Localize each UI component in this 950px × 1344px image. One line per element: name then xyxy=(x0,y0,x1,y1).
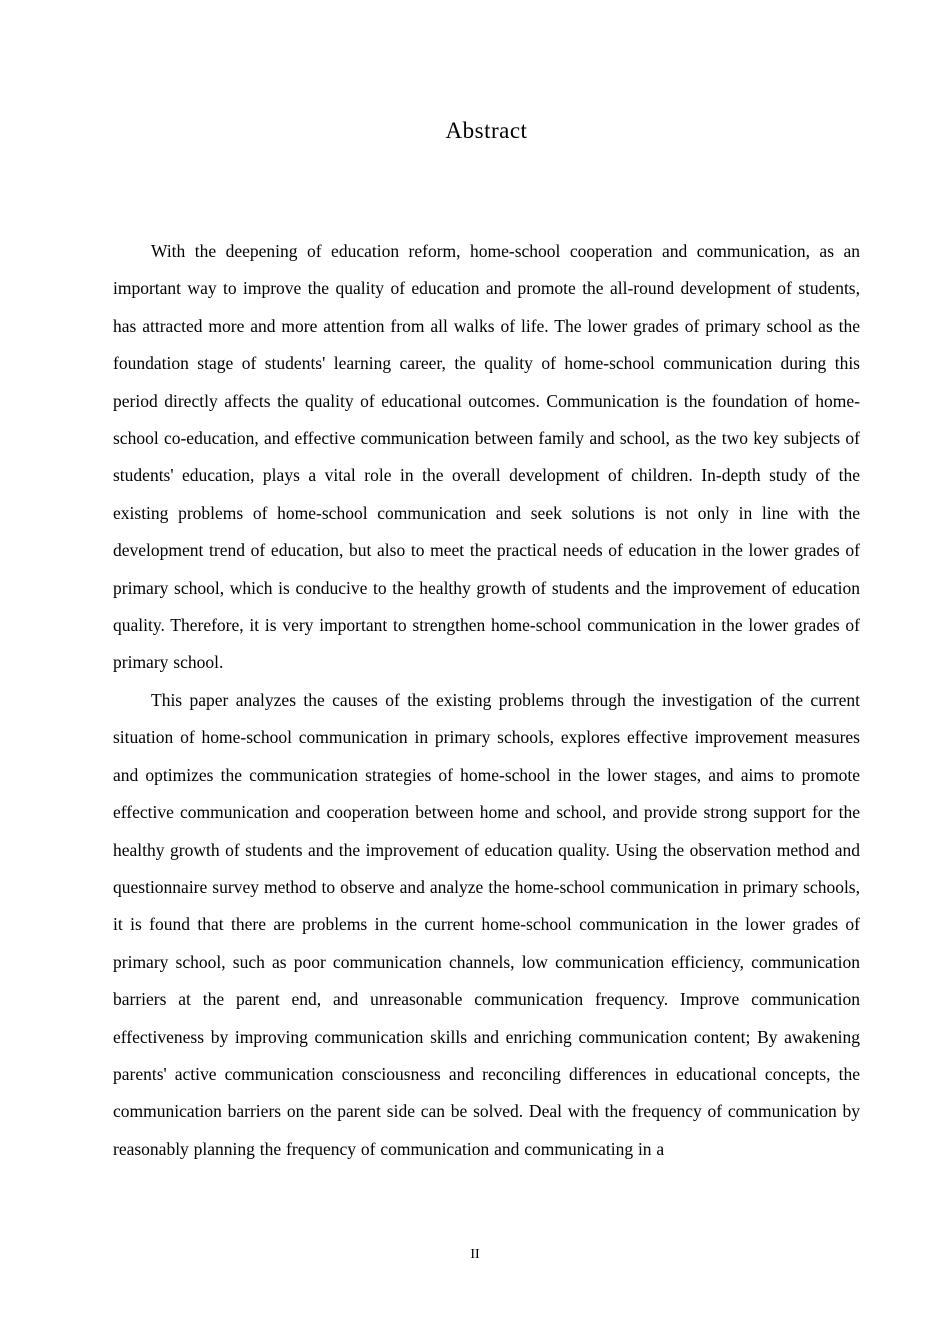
abstract-paragraph-1: With the deepening of education reform, home-school cooperation and communication, as an important way to improve the quality of education and promote the all-round development of students, has attracted more and more attention from all walks of life. The lower grades of primary school as the foundation stage of students' learning career, the quality of home-school communication during this period directly affects the quality of educational outcomes. Communication is the foundation of home-school co-education, and effective communication between family and school, as the two key subjects of students' education, plays a vital role in the overall development of children. In-depth study of the existing problems of home-school communication and seek solutions is not only in line with the development trend of education, but also to meet the practical needs of education in the lower grades of primary school, which is conducive to the healthy growth of students and the improvement of education quality. Therefore, it is very important to strengthen home-school communication in the lower grades of primary school. xyxy=(113,241,860,673)
abstract-body xyxy=(113,233,860,1168)
page-number: II xyxy=(470,1247,480,1262)
page-title: Abstract xyxy=(445,118,528,143)
abstract-paragraph-2: This paper analyzes the causes of the existing problems through the investigation of the current situation of home-school communication in primary schools, explores effective improvement measures and optimizes the communication strategies of home-school in the lower stages, and aims to promote effective communication and cooperation between home and school, and provide strong support for the healthy growth of students and the improvement of education quality. Using the observation method and questionnaire survey method to observe and analyze the home-school communication in primary schools, it is found that there are problems in the current home-school communication in the lower grades of primary school, such as poor communication channels, low communication efficiency, communication barriers at the parent end, and unreasonable communication frequency. Improve communication effectiveness by improving communication skills and enriching communication content; By awakening parents' active communication consciousness and reconciling differences in educational concepts, the communication barriers on the parent side can be solved. Deal with the frequency of communication by reasonably planning the frequency of communication and communicating in a xyxy=(113,689,860,1159)
